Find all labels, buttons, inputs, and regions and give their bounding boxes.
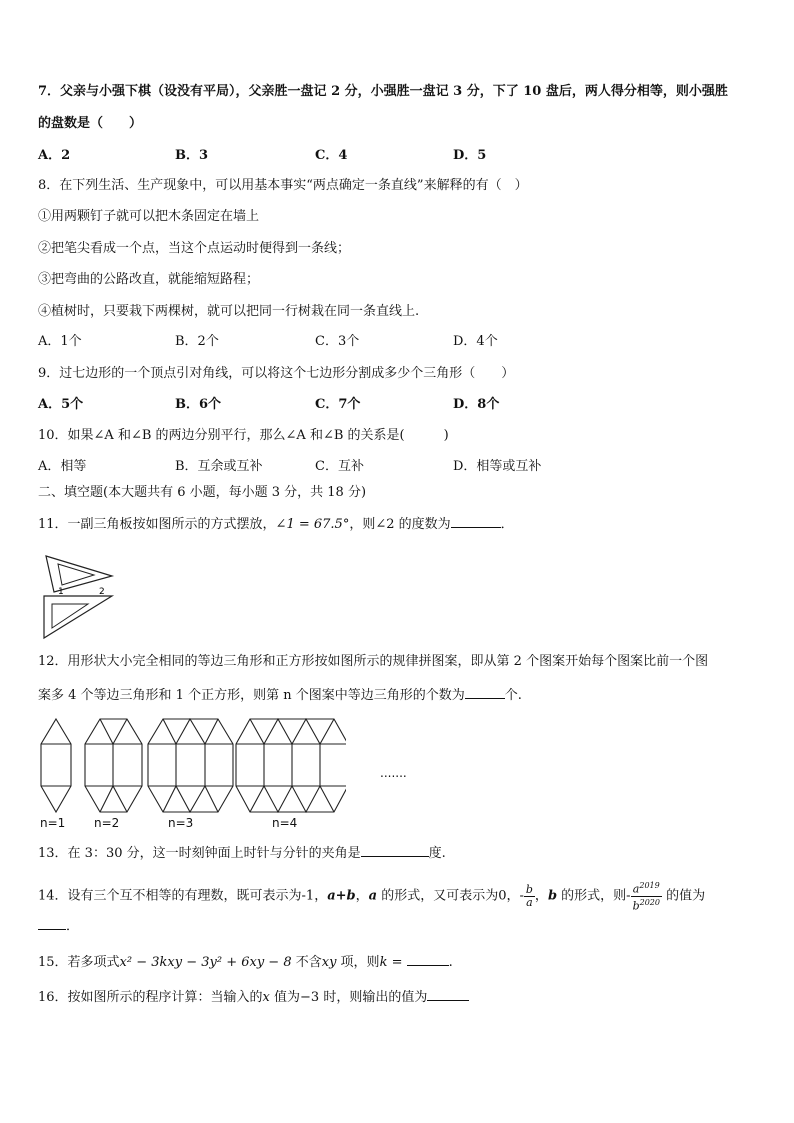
answer-blank[interactable]: [427, 988, 469, 1001]
option-a[interactable]: A．1个: [38, 334, 82, 349]
answer-blank[interactable]: [361, 844, 429, 857]
q15-text-c: 项，则: [336, 955, 380, 970]
question-8-item-1: ①用两颗钉子就可以把木条固定在墙上: [38, 209, 260, 224]
frac1-numerator: b: [525, 882, 533, 896]
question-14-stem: [38, 880, 758, 912]
q11-text-b: ，则∠2 的度数为: [349, 517, 451, 532]
option-d[interactable]: D．8个: [453, 397, 500, 412]
q14-text-a: 14．设有三个互不相等的有理数，既可表示为-1，: [38, 888, 328, 904]
option-a[interactable]: A．5个: [38, 397, 84, 412]
q15-text-d: =: [387, 955, 407, 970]
q16-text-b: 值为−3 时，则输出的值为: [269, 990, 428, 1005]
question-13-stem: [38, 844, 758, 863]
question-8-item-3: ③把弯曲的公路改直，就能缩短路程；: [38, 272, 260, 287]
term-xy: xy: [321, 955, 337, 970]
lower-triangle-inner: [52, 604, 88, 628]
variable-k: k: [379, 955, 388, 970]
fraction-b-over-a: [524, 884, 535, 909]
option-d[interactable]: D．5: [453, 148, 487, 163]
label-n4: n=4: [272, 816, 298, 830]
tiling-pattern-figure: [36, 716, 346, 816]
pattern-n3: [148, 719, 233, 812]
q14-tail: ．: [66, 919, 80, 934]
question-7-line-1: 7．父亲与小强下棋（设没有平局），父亲胜一盘记 2 分，小强胜一盘记 3 分，下了 10 盘后，两人得分相等，则小强胜: [38, 84, 728, 99]
pattern-n2: [85, 719, 142, 812]
section-heading: 二、填空题(本大题共有 6 小题，每小题 3 分，共 18 分): [38, 485, 367, 500]
answer-blank[interactable]: [38, 917, 66, 930]
question-9-stem: 9．过七边形的一个顶点引对角线，可以将这个七边形分割成多少个三角形（ ）: [38, 366, 515, 381]
frac2-numerator-base: a: [632, 882, 640, 896]
label-n2: n=2: [94, 816, 120, 830]
option-b[interactable]: B．6个: [175, 397, 222, 412]
q12-text-a: 案多 4 个等边三角形和 1 个正方形，则第 n 个图案中等边三角形的个数为: [38, 688, 465, 703]
label-n3: n=3: [168, 816, 194, 830]
expr-a: a: [368, 888, 378, 904]
frac2-numerator-exponent: 2019: [639, 881, 660, 890]
option-c[interactable]: C．4: [315, 148, 348, 163]
pattern-n4: [236, 719, 346, 812]
option-b[interactable]: B．2个: [175, 334, 219, 349]
option-a[interactable]: A．相等: [38, 459, 87, 474]
question-16-stem: [38, 988, 758, 1007]
option-a[interactable]: A．2: [38, 148, 71, 163]
pattern-n1: [41, 719, 71, 812]
answer-blank[interactable]: [465, 686, 505, 699]
question-10-stem: 10．如果∠A 和∠B 的两边分别平行，那么∠A 和∠B 的关系是( ): [38, 428, 449, 443]
frac1-denominator: a: [526, 895, 533, 909]
fraction-a2019-over-b2020: [631, 880, 662, 912]
q15-text-a: 15．若多项式: [38, 955, 120, 970]
q13-text-a: 13．在 3：30 分，这一时刻钟面上时针与分针的夹角是: [38, 846, 361, 861]
option-c[interactable]: C．3个: [315, 334, 360, 349]
question-12-line-1: 12．用形状大小完全相同的等边三角形和正方形按如图所示的规律拼图案，即从第 2 个图案开始每个图案比前一个图: [38, 654, 709, 669]
answer-blank[interactable]: [407, 953, 449, 966]
lower-triangle: [44, 596, 112, 638]
set-square-figure: [40, 548, 118, 642]
q11-text-c: ．: [500, 517, 514, 532]
q16-text-a: 16．按如图所示的程序计算：当输入的: [38, 990, 263, 1005]
option-c[interactable]: C．7个: [315, 397, 361, 412]
q14-comma-2: ，: [534, 888, 548, 904]
q11-text-a: 11．一副三角板按如图所示的方式摆放，: [38, 517, 276, 532]
question-14-answer-line: [38, 917, 758, 936]
q12-text-b: 个.: [504, 688, 522, 703]
q14-text-b: 的形式，又可表示为0，-: [377, 888, 524, 904]
question-8-item-2: ②把笔尖看成一个点，当这个点运动时便得到一条线；: [38, 241, 351, 256]
question-11-stem: [38, 515, 758, 534]
question-7-line-2: 的盘数是（ ）: [38, 116, 143, 131]
q15-tail: .: [448, 955, 453, 970]
angle-1-label: 1: [58, 587, 64, 597]
polynomial-expression: x² − 3kxy − 3y² + 6xy − 8: [119, 955, 292, 970]
label-n1: n=1: [40, 816, 66, 830]
q13-text-b: 度.: [428, 846, 446, 861]
option-d[interactable]: D．相等或互补: [453, 459, 542, 474]
option-c[interactable]: C．互补: [315, 459, 364, 474]
question-8-stem: 8．在下列生活、生产现象中，可以用基本事实“两点确定一条直线”来解释的有（ ）: [38, 178, 528, 193]
question-15-stem: [38, 953, 758, 972]
expr-b: b: [547, 888, 558, 904]
angle-2-label: 2: [99, 587, 105, 597]
expr-a-plus-b: a+b: [327, 888, 356, 904]
q14-text-d: 的值为: [661, 888, 706, 904]
angle-1-value: ∠1 = 67.5°: [275, 517, 350, 532]
option-b[interactable]: B．3: [175, 148, 209, 163]
option-d[interactable]: D．4个: [453, 334, 498, 349]
q14-comma-1: ，: [355, 888, 369, 904]
q15-text-b: 不含: [291, 955, 322, 970]
question-12-line-2: [38, 686, 758, 705]
variable-x: x: [262, 990, 270, 1005]
frac2-denominator-base: b: [632, 899, 640, 913]
question-8-item-4: ④植树时，只要栽下两棵树，就可以把同一行树栽在同一条直线上.: [38, 304, 420, 319]
option-b[interactable]: B．互余或互补: [175, 459, 263, 474]
q14-text-c: 的形式，则-: [557, 888, 631, 904]
frac2-denominator-exponent: 2020: [639, 897, 660, 907]
answer-blank[interactable]: [451, 515, 501, 528]
pattern-ellipsis: .......: [380, 766, 407, 780]
